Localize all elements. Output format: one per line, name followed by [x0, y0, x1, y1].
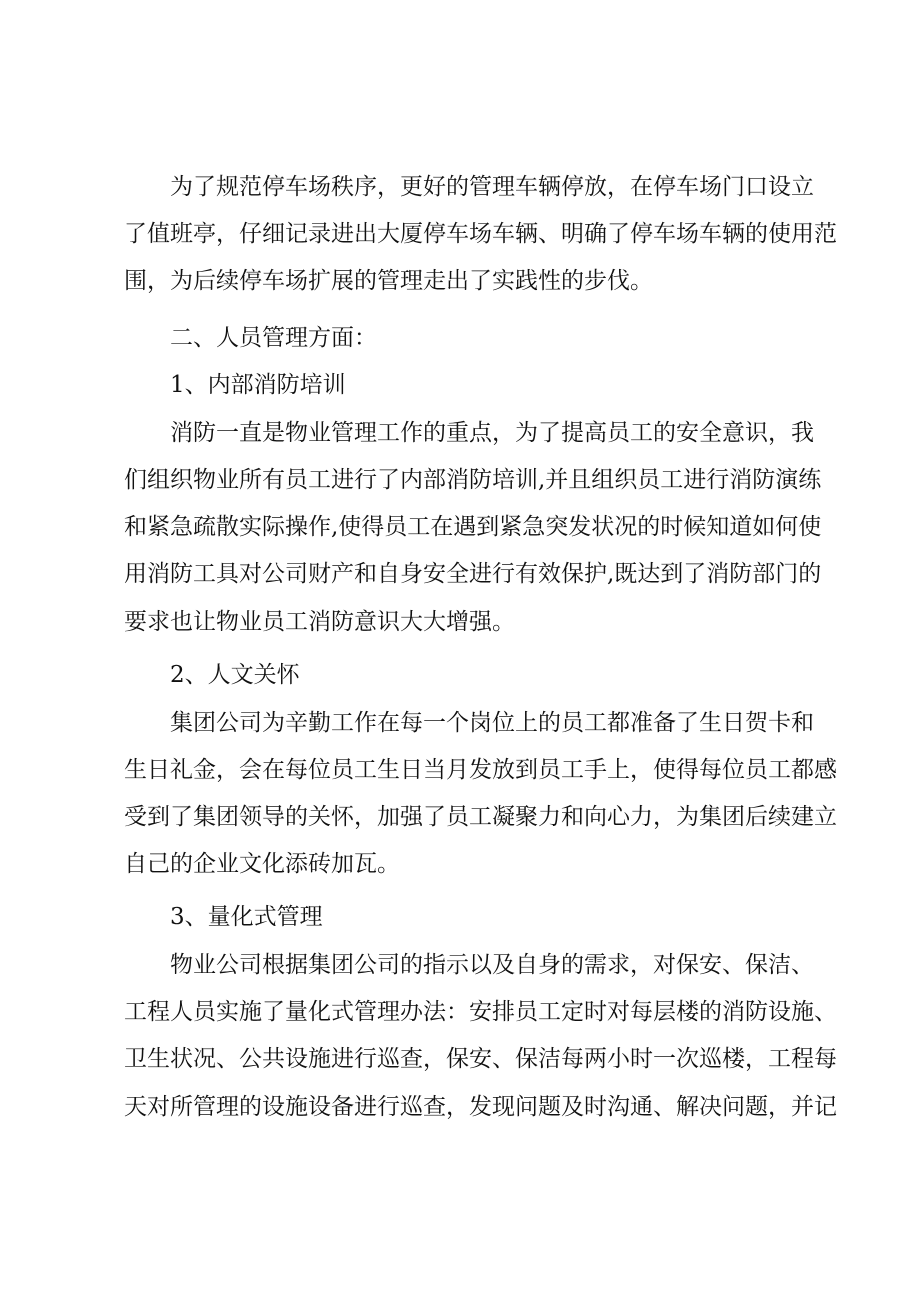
item2-paragraph-line: 集团公司为辛勤工作在每一个岗位上的员工都准备了生日贺卡和	[170, 710, 814, 736]
item1-paragraph-line: 们组织物业所有员工进行了内部消防培训,并且组织员工进行消防演练	[124, 467, 822, 493]
paragraph-parking-line: 了值班亭，仔细记录进出大厦停车场车辆、明确了停车场车辆的使用范	[124, 221, 837, 247]
paragraph-parking-line: 为了规范停车场秩序，更好的管理车辆停放，在停车场门口设立	[170, 174, 814, 200]
item1-heading: 1、内部消防培训	[170, 372, 346, 398]
paragraph-parking-line: 围，为后续停车场扩展的管理走出了实践性的步伐。	[124, 268, 653, 294]
item2-heading: 2、人文关怀	[170, 662, 300, 688]
item3-paragraph-line: 天对所管理的设施设备进行巡查，发现问题及时沟通、解决问题，并记	[124, 1094, 837, 1120]
section-heading: 二、人员管理方面：	[170, 325, 377, 351]
item3-paragraph-line: 物业公司根据集团公司的指示以及自身的需求，对保安、保洁、	[170, 952, 814, 978]
item2-paragraph-line: 生日礼金，会在每位员工生日当月发放到员工手上，使得每位员工都感	[124, 757, 837, 783]
item3-heading: 3、量化式管理	[170, 904, 323, 930]
item1-paragraph-line: 和紧急疏散实际操作,使得员工在遇到紧急突发状况的时候知道如何使	[124, 514, 822, 540]
item1-paragraph-line: 用消防工具对公司财产和自身安全进行有效保护,既达到了消防部门的	[124, 561, 822, 587]
item3-paragraph-line: 卫生状况、公共设施进行巡查，保安、保洁每两小时一次巡楼，工程每	[124, 1046, 837, 1072]
item2-paragraph-line: 自己的企业文化添砖加瓦。	[124, 851, 400, 877]
item2-paragraph-line: 受到了集团领导的关怀，加强了员工凝聚力和向心力，为集团后续建立	[124, 804, 837, 830]
item1-paragraph-line: 消防一直是物业管理工作的重点，为了提高员工的安全意识，我	[170, 420, 814, 446]
item3-paragraph-line: 工程人员实施了量化式管理办法：安排员工定时对每层楼的消防设施、	[124, 999, 837, 1025]
item1-paragraph-line: 要求也让物业员工消防意识大大增强。	[124, 609, 515, 635]
